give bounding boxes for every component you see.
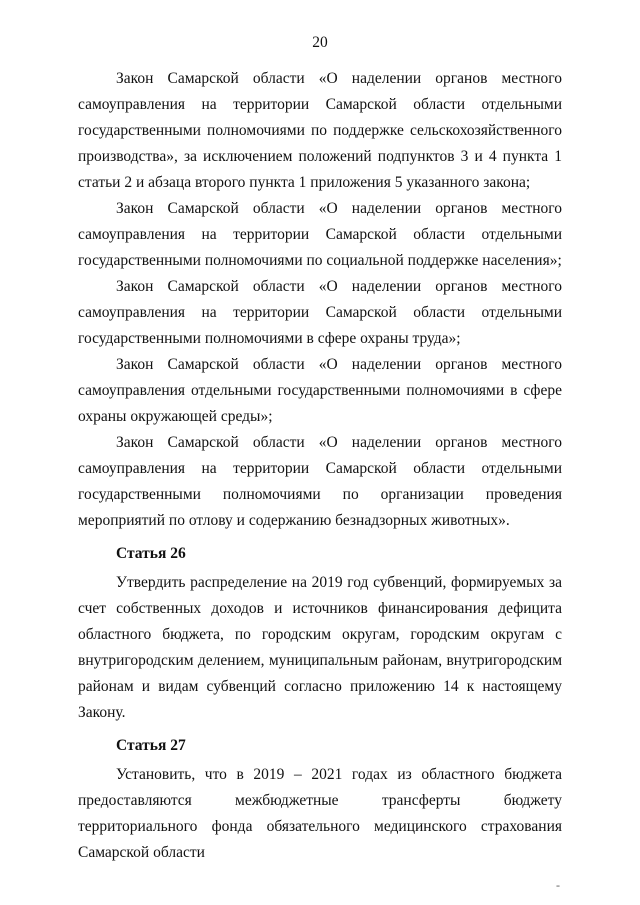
paragraph-law-agriculture: Закон Самарской области «О наделении органов местного самоуправления на территории Самарской области отдельными государственными полномочиями по поддержке сельскохозяйственного производства», за исключением положений подпунктов 3 и 4 пункта 1 статьи 2 и абзаца второго пункта 1 приложения 5 указанного закона; <box>78 70 562 191</box>
page-number: 20 <box>312 34 328 51</box>
paragraph-law-social-support: Закон Самарской области «О наделении органов местного самоуправления на территории Самарской области отдельными государственными полномочиями по социальной поддержке населения»; <box>78 200 562 269</box>
article-27-heading: Статья 27 <box>116 737 186 754</box>
document-body <box>78 66 562 866</box>
paragraph-law-stray-animals: Закон Самарской области «О наделении органов местного самоуправления на территории Самарской области отдельными государственными полномочиями по организации проведения мероприятий по отлову и содержанию безнадзорных животных». <box>78 434 562 529</box>
paragraph-law-environment: Закон Самарской области «О наделении органов местного самоуправления отдельными государственными полномочиями в сфере охраны окружающей среды»; <box>78 356 562 425</box>
article-26-text: Утвердить распределение на 2019 год субвенций, формируемых за счет собственных доходов и источников финансирования дефицита областного бюджета, по городским округам, городским округам с внутригородским делением, муниципальным районам, внутригородским районам и видам субвенций согласно приложению 14 к настоящему Закону. <box>78 574 562 721</box>
corner-mark: - <box>556 878 560 892</box>
article-26-heading: Статья 26 <box>116 545 186 562</box>
article-27-text: Установить, что в 2019 – 2021 годах из областного бюджета предоставляются межбюджетные трансферты бюджету территориального фонда обязательного медицинского страхования Самарской области <box>78 766 562 861</box>
paragraph-law-labor-protection: Закон Самарской области «О наделении органов местного самоуправления на территории Самарской области отдельными государственными полномочиями в сфере охраны труда»; <box>78 278 562 347</box>
